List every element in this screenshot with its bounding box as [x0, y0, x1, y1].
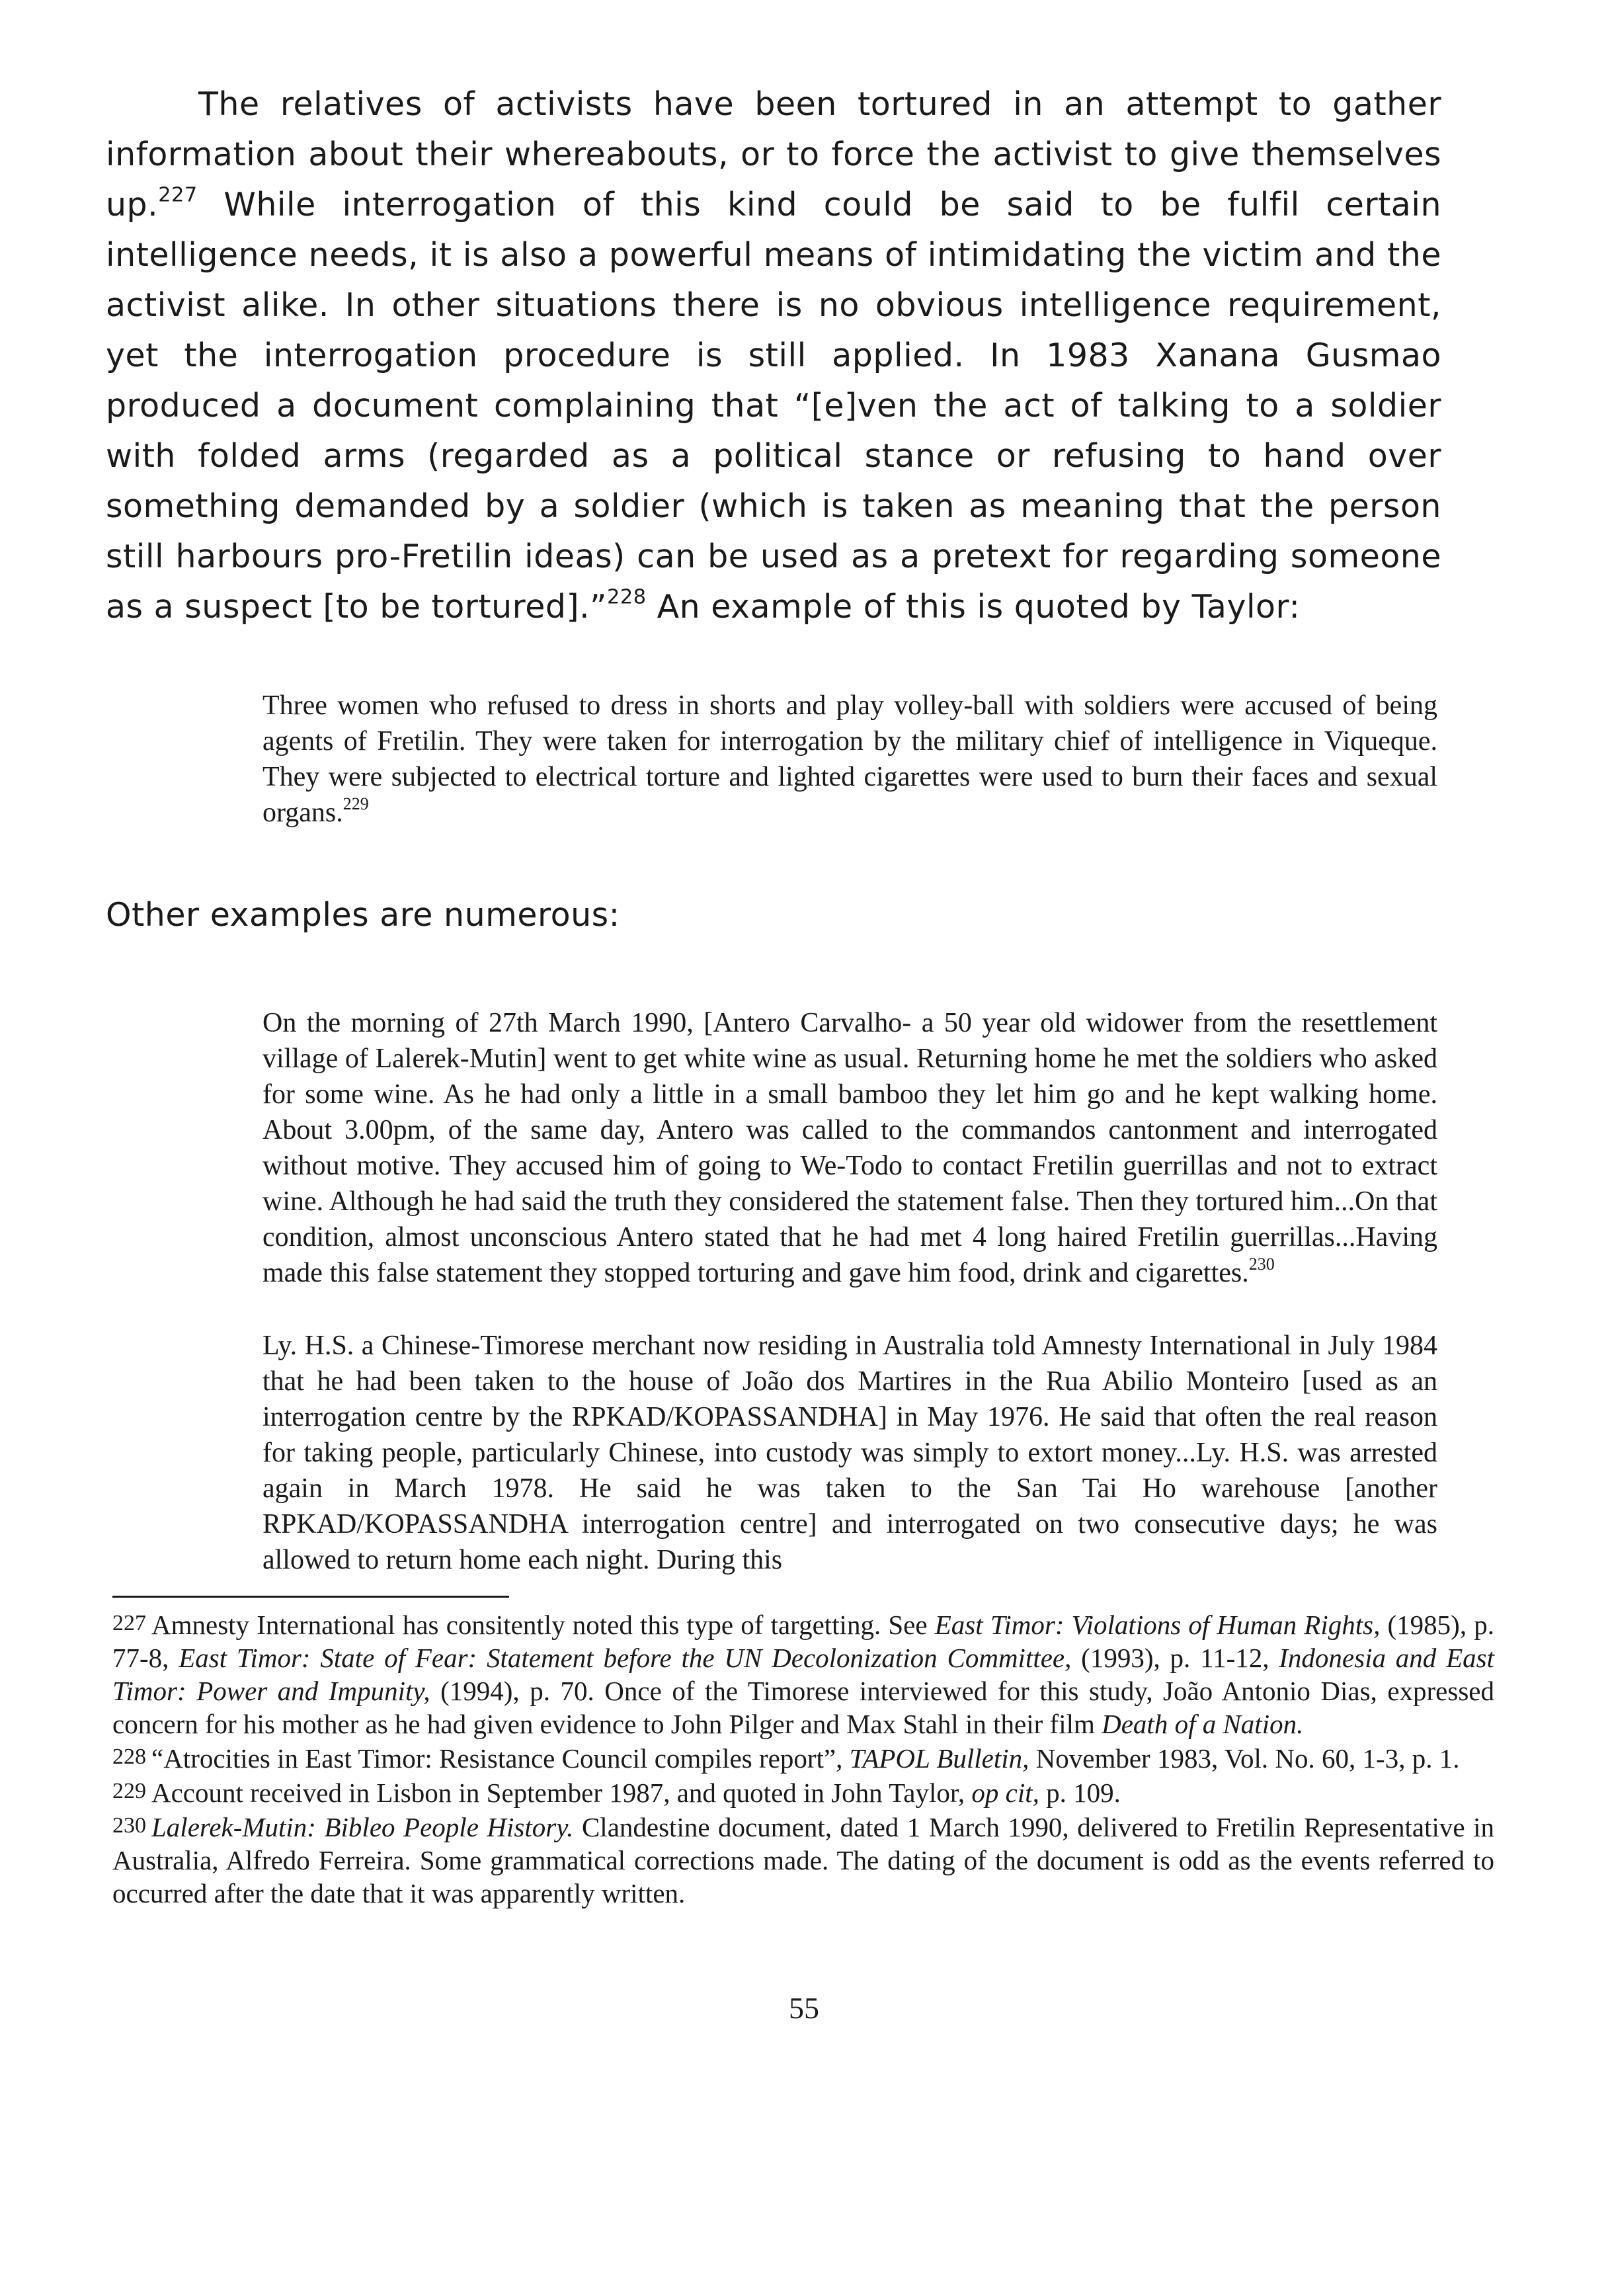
footnote-text: Account received in Lisbon in September 1987, and quoted in John Taylor, — [151, 1778, 972, 1808]
footnote-number: 230 — [112, 1813, 146, 1838]
footnote-title: East Timor: State of Fear: Statement before the UN Decolonization Committee, — [179, 1643, 1072, 1673]
footnote-title: Indonesia and East Timor: Power and Impunity, — [112, 1643, 1494, 1706]
paragraph-text: An example of this is quoted by Taylor: — [646, 588, 1301, 626]
page-number: 55 — [789, 1991, 819, 2025]
footnote-text: Clandestine document, dated 1 March 1990, delivered to Fretilin Representative in Australia, Alfredo Ferreira. Some grammatical corrections made. The dating of the document is odd as the events referred to occurred after the date that it was apparently written. — [112, 1812, 1494, 1908]
footnote-title: Death of a Nation. — [1102, 1709, 1304, 1739]
footnote-text: Amnesty International has consitently noted this type of targetting. See — [151, 1610, 935, 1640]
footnote-ref: 230 — [1248, 1254, 1275, 1274]
footnote-title: op cit, — [971, 1778, 1039, 1808]
footnote-text: p. 109. — [1039, 1778, 1121, 1808]
footnote-227 — [112, 1607, 1494, 1741]
footnote-ref: 229 — [342, 794, 369, 813]
footnote-text: November 1983, Vol. No. 60, 1-3, p. 1. — [1029, 1743, 1460, 1774]
block-quote — [106, 1005, 1441, 1291]
paragraph-text: The relatives of activists have been tortured in an attempt to gather information about their whereabouts, or to force the activist to give themselves up. — [106, 85, 1441, 224]
footnotes — [112, 1607, 1494, 1910]
footnote-title: East Timor: Violations of Human Rights, — [934, 1610, 1381, 1640]
footnote-ref: 228 — [607, 585, 647, 609]
footnote-title: Lalerek-Mutin: Bibleo People History. — [151, 1812, 574, 1842]
footnote-228 — [112, 1741, 1494, 1775]
footnote-divider — [112, 1596, 509, 1598]
quote-text: Ly. H.S. a Chinese-Timorese merchant now residing in Australia told Amnesty International in July 1984 that he had been taken to the house of João dos Martires in the Rua Abilio Monteiro [used as an interrogation centre by the RPKAD/KOPASSANDHA] in May 1976. He said that often the real reason for taking people, particularly Chinese, into custody was simply to extort money...Ly. H.S. was arrested again in March 1978. He said he was taken to the San Tai Ho warehouse [another RPKAD/KOPASSANDHA interrogation centre] and interrogated on two consecutive days; he was allowed to return home each night. During this — [262, 1331, 1437, 1575]
quote-text: Three women who refused to dress in shorts and play volley-ball with soldiers were accused of being agents of Fretilin. They were taken for interrogation by the military chief of intelligence in Viqueque. They were subjected to electrical torture and lighted cigarettes were used to burn their faces and sexual organs. — [262, 690, 1437, 828]
block-quote — [106, 688, 1441, 831]
block-quote — [106, 1328, 1441, 1578]
footnote-title: TAPOL Bulletin, — [849, 1743, 1029, 1774]
footnote-230 — [112, 1809, 1494, 1910]
paragraph-text: While interrogation of this kind could be said to be fulfil certain intelligence needs, it is also a powerful means of intimidating the victim and the activist alike. In other situations there is no obvious intelligence requirement, yet the interrogation procedure is still applied. In 1983 Xanana Gusmao produced a document complaining that “[e]ven the act of talking to a soldier with folded arms (regarded as a political stance or refusing to hand over something demanded by a soldier (which is taken as meaning that the person still harbours pro-Fretilin ideas) can be used as a pretext for regarding someone as a suspect [to be tortured].” — [106, 186, 1441, 626]
footnote-number: 229 — [112, 1779, 146, 1803]
footnote-text: (1994), p. 70. Once of the Timorese interviewed for this study, João Antonio Dias, expressed concern for his mother as he had given evidence to John Pilger and Max Stahl in their film — [112, 1676, 1494, 1739]
lead-in-text: Other examples are numerous: — [106, 896, 620, 934]
footnote-text: (1985), p. 77-8, — [112, 1610, 1495, 1673]
footnote-text: “Atrocities in East Timor: Resistance Council compiles report”, — [151, 1743, 850, 1774]
quote-text: On the morning of 27th March 1990, [Antero Carvalho- a 50 year old widower from the resettlement village of Lalerek-Mutin] went to get white wine as usual. Returning home he met the soldiers who asked for some wine. As he had only a little in a small bamboo they let him go and he kept walking home. About 3.00pm, of the same day, Antero was called to the commandos cantonment and interrogated without motive. They accused him of going to We-Todo to contact Fretilin guerrillas and not to extract wine. Although he had said the truth they considered the statement false. Then they tortured him...On that condition, almost unconscious Antero stated that he had met 4 long haired Fretilin guerrillas...Having made this false statement they stopped torturing and gave him food, drink and cigarettes. — [262, 1008, 1437, 1288]
page-content — [106, 79, 1441, 1578]
footnote-number: 227 — [112, 1611, 146, 1635]
footnote-text: (1993), p. 11-12, — [1071, 1643, 1279, 1673]
footnote-number: 228 — [112, 1744, 146, 1769]
body-paragraph — [106, 79, 1441, 632]
footnote-ref: 227 — [158, 183, 198, 207]
footnote-229 — [112, 1775, 1494, 1809]
